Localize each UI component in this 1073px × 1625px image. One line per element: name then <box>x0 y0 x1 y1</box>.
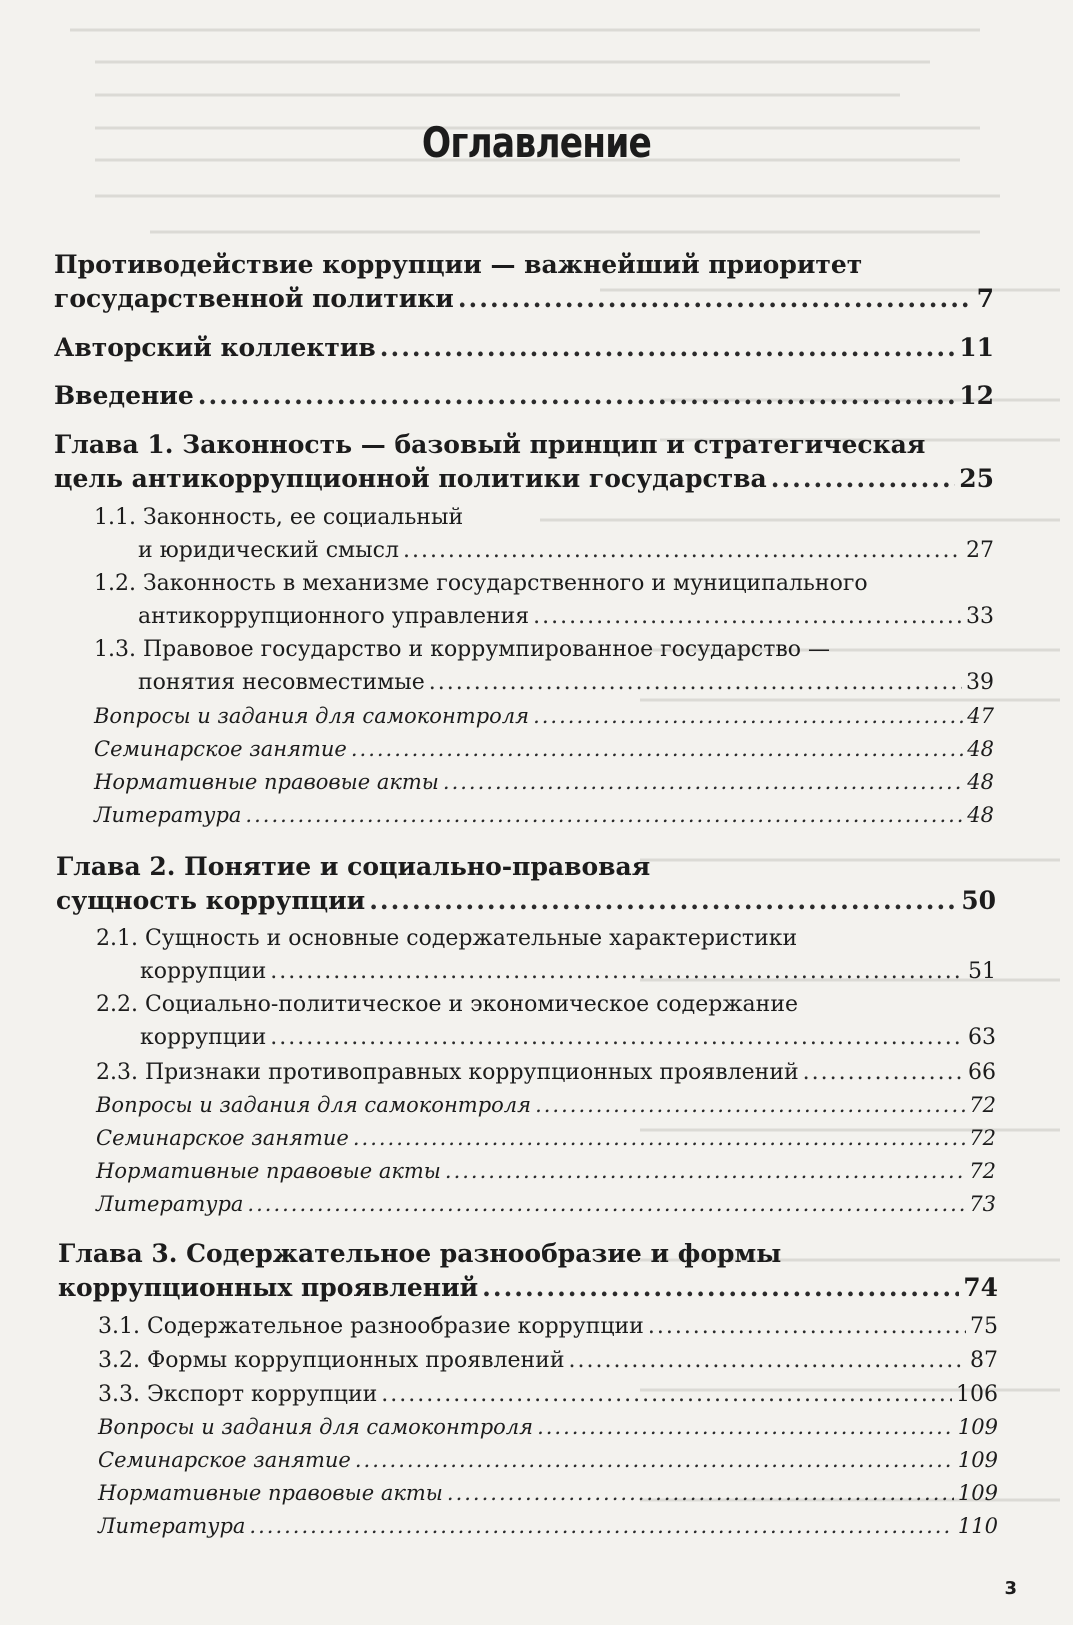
toc-entry-title: 1.1. Законность, ее социальный <box>94 505 464 530</box>
toc-entry-title: 2.1. Сущность и основные содержательные характеристики <box>96 926 798 951</box>
toc-page-number: 106 <box>956 1382 998 1407</box>
toc-chapter-1-line1 <box>54 430 994 464</box>
toc-entry-title: и юридический смысл <box>138 538 399 563</box>
toc-entry-title: государственной политики <box>54 284 454 313</box>
dot-leader <box>458 284 973 313</box>
toc-page-number: 11 <box>959 333 994 362</box>
toc-page-number: 25 <box>959 464 994 493</box>
toc-entry-title: 3.2. Формы коррупционных проявлений <box>98 1348 565 1373</box>
toc-section-2-1-line1 <box>96 926 996 960</box>
toc-section-3-3 <box>98 1382 998 1416</box>
toc-ch2-literature <box>96 1192 996 1226</box>
page-title: Оглавление <box>421 118 652 167</box>
toc-page-number: 73 <box>969 1192 996 1216</box>
toc-page-number: 39 <box>966 670 994 695</box>
toc-entry-title: Нормативные правовые акты <box>96 1159 441 1183</box>
toc-page-number: 63 <box>968 1025 996 1050</box>
toc-page-number: 47 <box>967 704 994 728</box>
toc-page-number: 72 <box>969 1159 996 1183</box>
toc-section-1-1-line2 <box>138 538 994 572</box>
toc-entry-title: Семинарское занятие <box>94 737 347 761</box>
toc-chapter-1-line2 <box>54 464 994 498</box>
toc-entry-title: понятия несовместимые <box>138 670 425 695</box>
toc-page-number: 109 <box>957 1415 998 1439</box>
toc-page-number: 48 <box>967 737 994 761</box>
dot-leader <box>198 381 955 410</box>
toc-page-number: 51 <box>968 959 996 984</box>
dot-leader <box>355 1448 954 1472</box>
toc-section-3-1 <box>98 1314 998 1348</box>
toc-page-number: 50 <box>961 886 996 915</box>
toc-chapter-3-line2 <box>58 1273 998 1307</box>
toc-page-number: 110 <box>957 1514 998 1538</box>
page-number: 3 <box>1004 1578 1017 1599</box>
toc-entry-title: цель антикоррупционной политики государства <box>54 464 767 493</box>
dot-leader <box>482 1273 959 1302</box>
dot-leader <box>351 737 963 761</box>
toc-page-number: 72 <box>969 1093 996 1117</box>
toc-entry-title: Вопросы и задания для самоконтроля <box>94 704 530 728</box>
toc-entry-title: Нормативные правовые акты <box>98 1481 443 1505</box>
toc-entry-title: Вопросы и задания для самоконтроля <box>98 1415 534 1439</box>
toc-chapter-2-line1 <box>56 852 996 886</box>
toc-entry-title: 1.2. Законность в механизме государственного и муниципального <box>94 571 868 596</box>
toc-page-number: 109 <box>957 1481 998 1505</box>
toc-ch3-legal-acts <box>98 1481 998 1515</box>
toc-entry-title: Семинарское занятие <box>96 1126 349 1150</box>
dot-leader <box>803 1060 964 1085</box>
toc-entry-title: коррупционных проявлений <box>58 1273 479 1302</box>
dot-leader <box>445 1159 965 1183</box>
toc-ch1-seminar <box>94 737 994 771</box>
dot-leader <box>443 770 963 794</box>
toc-page-number: 27 <box>966 538 994 563</box>
toc-entry-title: 1.3. Правовое государство и коррумпированное государство — <box>94 637 831 662</box>
dot-leader <box>568 1348 966 1373</box>
dot-leader <box>429 670 962 695</box>
toc-entry-title: Глава 1. Законность — базовый принцип и стратегическая <box>54 430 926 459</box>
toc-entry-title: 2.2. Социально-политическое и экономическое содержание <box>96 992 799 1017</box>
toc-page-number: 48 <box>967 803 994 827</box>
toc-page-number: 87 <box>970 1348 998 1373</box>
dot-leader <box>381 1382 952 1407</box>
toc-entry-title: Противодействие коррупции — важнейший приоритет <box>54 250 863 279</box>
toc-chapter-3-line1 <box>58 1239 998 1273</box>
toc-page-number: 12 <box>959 381 994 410</box>
toc-entry-title: Литература <box>98 1514 246 1538</box>
toc-section-1-2-line1 <box>94 571 994 605</box>
dot-leader <box>771 464 955 493</box>
toc-entry-title: коррупции <box>140 1025 267 1050</box>
toc-ch2-seminar <box>96 1126 996 1160</box>
toc-section-1-3-line2 <box>138 670 994 704</box>
toc-entry-title: сущность коррупции <box>56 886 366 915</box>
dot-leader <box>533 704 963 728</box>
dot-leader <box>380 333 955 362</box>
toc-entry-title: Глава 3. Содержательное разнообразие и формы <box>58 1239 782 1268</box>
dot-leader <box>447 1481 954 1505</box>
dot-leader <box>535 1093 965 1117</box>
toc-entry-title: Литература <box>96 1192 244 1216</box>
toc-ch1-questions <box>94 704 994 738</box>
dot-leader <box>537 1415 954 1439</box>
toc-section-2-2-line1 <box>96 992 996 1026</box>
toc-section-1-1-line1 <box>94 505 994 539</box>
toc-entry-introduction <box>54 381 994 415</box>
toc-section-1-2-line2 <box>138 604 994 638</box>
toc-section-2-3 <box>96 1060 996 1094</box>
toc-entry-title: антикоррупционного управления <box>138 604 530 629</box>
dot-leader <box>270 959 964 984</box>
toc-entry-title: Семинарское занятие <box>98 1448 351 1472</box>
toc-entry-title: 3.1. Содержательное разнообразие коррупции <box>98 1314 644 1339</box>
toc-ch2-legal-acts <box>96 1159 996 1193</box>
toc-section-2-2-line2 <box>140 1025 996 1059</box>
toc-ch3-questions <box>98 1415 998 1449</box>
dot-leader <box>533 604 962 629</box>
toc-entry-title: Нормативные правовые акты <box>94 770 439 794</box>
dot-leader <box>247 1192 965 1216</box>
toc-entry-title: коррупции <box>140 959 267 984</box>
dot-leader <box>249 1514 953 1538</box>
toc-page-number: 109 <box>957 1448 998 1472</box>
dot-leader <box>369 886 957 915</box>
toc-section-2-1-line2 <box>140 959 996 993</box>
dot-leader <box>270 1025 964 1050</box>
toc-page-number: 48 <box>967 770 994 794</box>
dot-leader <box>648 1314 966 1339</box>
toc-ch3-literature <box>98 1514 998 1548</box>
toc-ch2-questions <box>96 1093 996 1127</box>
toc-ch1-legal-acts <box>94 770 994 804</box>
toc-entry-title: Литература <box>94 803 242 827</box>
toc-ch3-seminar <box>98 1448 998 1482</box>
dot-leader <box>245 803 963 827</box>
toc-page-number: 75 <box>970 1314 998 1339</box>
toc-entry-title: Вопросы и задания для самоконтроля <box>96 1093 532 1117</box>
toc-entry-title: 2.3. Признаки противоправных коррупционных проявлений <box>96 1060 799 1085</box>
dot-leader <box>403 538 962 563</box>
toc-entry-authors <box>54 333 994 367</box>
toc-entry-title: 3.3. Экспорт коррупции <box>98 1382 378 1407</box>
toc-page-number: 7 <box>976 284 994 313</box>
toc-entry-title: Авторский коллектив <box>54 333 376 362</box>
toc-page-number: 74 <box>963 1273 998 1302</box>
toc-ch1-literature <box>94 803 994 837</box>
toc-chapter-2-line2 <box>56 886 996 920</box>
toc-entry-title: Глава 2. Понятие и социально-правовая <box>56 852 651 881</box>
toc-entry-foreword-line1 <box>54 250 994 284</box>
toc-page-number: 72 <box>969 1126 996 1150</box>
toc-page-number: 33 <box>966 604 994 629</box>
toc-page-number: 66 <box>968 1060 996 1085</box>
dot-leader <box>353 1126 965 1150</box>
toc-entry-title: Введение <box>54 381 194 410</box>
toc-entry-foreword-line2 <box>54 284 994 318</box>
toc-section-1-3-line1 <box>94 637 994 671</box>
toc-section-3-2 <box>98 1348 998 1382</box>
